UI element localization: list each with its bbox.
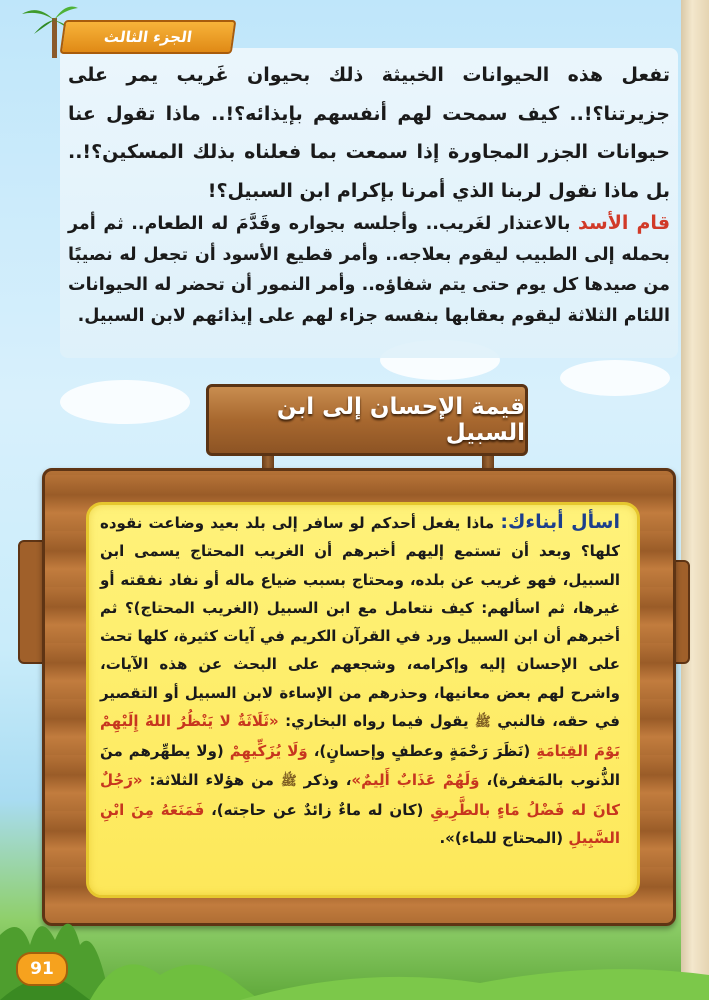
note-lead: اسأل أبناءك: bbox=[500, 511, 620, 533]
hadith-text: «رَجُلٌ كانَ له فَضْلُ مَاءٍ بالطَّرِيقِ bbox=[100, 770, 620, 819]
cloud bbox=[560, 360, 670, 396]
hadith-text: وَلَا يُزَكِّيهِمْ bbox=[229, 742, 308, 761]
note-text-part: ، وذكر bbox=[296, 770, 352, 789]
story-paragraph-2 bbox=[68, 208, 670, 331]
lion-lead: قام الأسد bbox=[578, 212, 671, 234]
book-spine-edge bbox=[681, 0, 709, 1000]
hadith-text: «ثَلَاثَةٌ لا يَنْظُرُ اللهُ إِلَيْهِمْ يَوْمَ القِيَامَةِ bbox=[100, 712, 620, 761]
hadith-text: وَلَهُمْ عَذَابٌ أَلِيمٌ» bbox=[351, 770, 480, 789]
story-paragraph-1 bbox=[68, 56, 670, 210]
hadith-text: فَمَنَعَهُ مِنَ ابْنِ السَّبِيلِ bbox=[100, 800, 620, 848]
note-text-part: (المحتاج للماء)». bbox=[439, 829, 569, 848]
value-title: قيمة الإحسان إلى ابن السبيل bbox=[276, 394, 525, 446]
section-label: الجزء الثالث bbox=[102, 28, 194, 46]
note-text-part: من هؤلاء الثلاثة: bbox=[142, 770, 281, 789]
paragraph-text: تفعل هذه الحيوانات الخبيثة ذلك بحيوان غَريب يمر على جزيرتنا؟!.. كيف سمحت لهم أنفسهم بإيذائه؟!.. ماذا تقول عنا حيوانات الجزر المجاورة إذا سمعت بما فعلناه بذلك المسكين؟!.. بل ماذا نقول لربنا الذي أمرنا بإكرام ابن السبيل؟! bbox=[68, 64, 670, 202]
parents-note-text bbox=[100, 508, 620, 853]
note-text-part: (ولا يطهِّرهم منَ الذُّنوب بالمَغفرة)، bbox=[100, 742, 621, 789]
pbuh-glyph: ﷺ bbox=[475, 715, 491, 731]
pbuh-glyph: ﷺ bbox=[280, 773, 297, 789]
value-sign bbox=[206, 384, 528, 456]
note-text-part: يقول فيما رواه البخاري: bbox=[278, 712, 476, 731]
page-number-badge bbox=[16, 952, 68, 986]
page-number: 91 bbox=[30, 959, 54, 979]
grass-decoration bbox=[0, 905, 709, 1000]
note-text-part: ماذا يفعل أحدكم لو سافر إلى بلد بعيد وضاعت نقوده كلها؟ وبعد أن تستمع إليهم أخبرهم أن الغريب المحتاج يسمى ابن السبيل، فهو غريب عن بلده، ومحتاج بسبب ضياع ماله أو نفاد نفقته أو غيرها، ثم اسألهم: كيف نتعامل مع ابن السبيل (الغريب المحتاج)؟ ثم أخبرهم أن ابن السبيل ورد في القرآن الكريم في آيات كثيرة، كلها تحث على الإحسان إليه وإكرامه، وشجعهم على البحث عن هذه الآيات، واشرح لهم بعض معانيها، وحذرهم من الإساءة لابن السبيل أو التقصير في حقه، فالنبي bbox=[100, 514, 620, 731]
note-text-part: (كان له ماءٌ زائدٌ عن حاجته)، bbox=[204, 800, 431, 819]
cloud bbox=[60, 380, 190, 424]
note-text-part: (نَظَرَ رَحْمَةٍ وعطفٍ وإحسانٍ)، bbox=[307, 742, 537, 761]
section-label-tab bbox=[60, 20, 237, 54]
paragraph-text: بالاعتذار لغَريب.. وأجلسه بجواره وقَدَّمَ له الطعام.. ثم أمر بحمله إلى الطبيب ليقوم بعلاجه.. وأمر قطيع الأسود أن تجعل له نصيبًا من صيدها كل يوم حتى يتم شفاؤه.. وأمر النمور أن تحضر له الحيوانات اللئام الثلاثة ليقوم بعقابها بنفسه جزاء لهم على إيذائهم لابن السبيل. bbox=[68, 214, 670, 326]
